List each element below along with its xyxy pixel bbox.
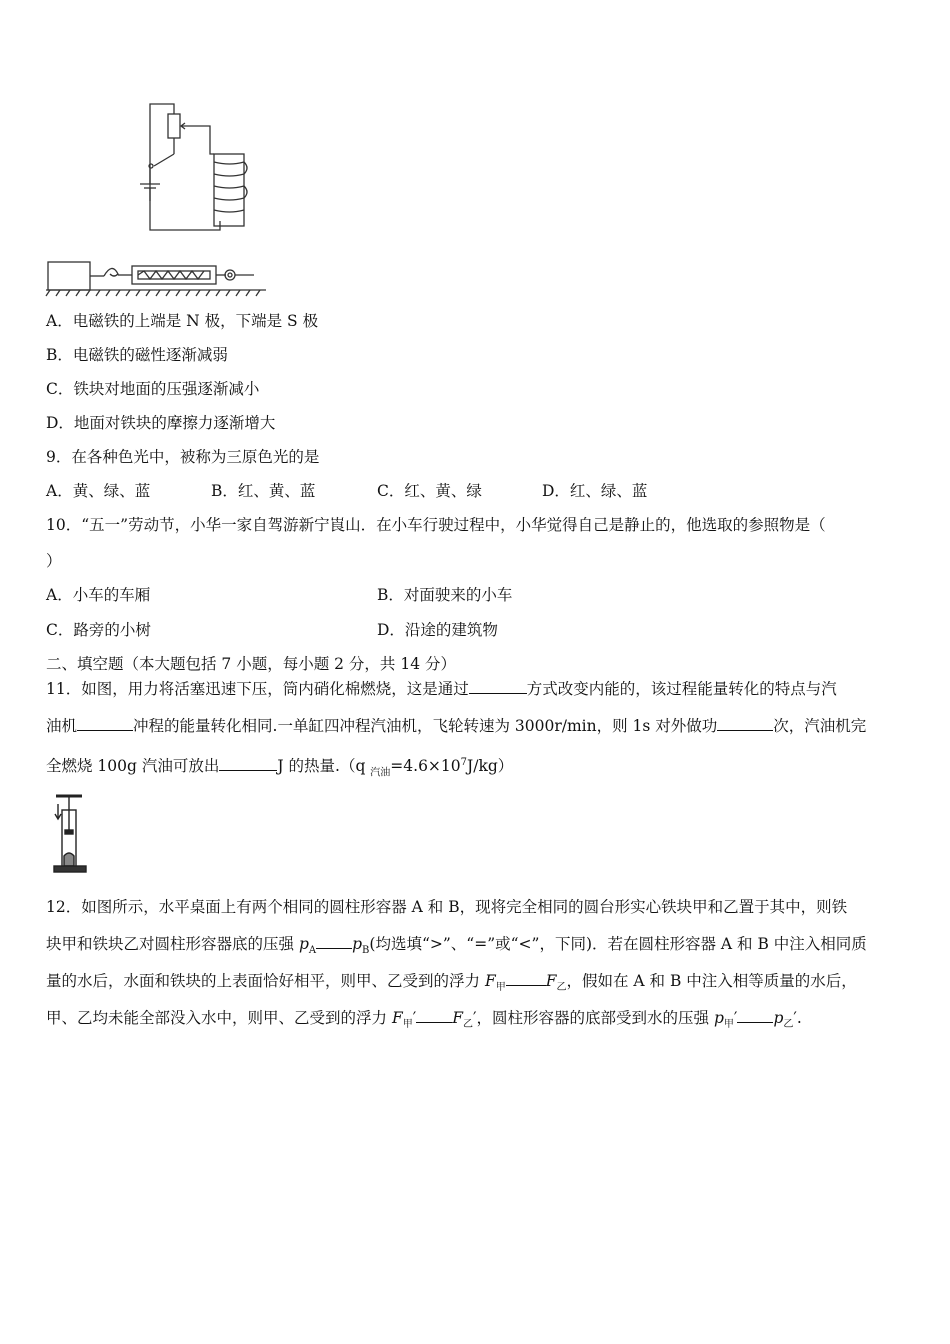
q12-sub-yi-3: 乙 <box>783 1019 794 1031</box>
q8-option-a: A．电磁铁的上端是 N 极，下端是 S 极 <box>46 312 319 330</box>
q9-stem: 9．在各种色光中，被称为三原色光的是 <box>46 448 320 466</box>
q11-text-1b: 方式改变内能的，该过程能量转化的特点与汽 <box>526 680 837 698</box>
q9-option-a: A．黄、绿、蓝 <box>46 482 151 500</box>
q11-blank-4[interactable] <box>219 770 277 771</box>
q12-sub-yi-2: 乙 <box>463 1019 473 1031</box>
q12-F-yi: F <box>545 972 557 990</box>
q12-F-yi-prime: F <box>452 1009 463 1027</box>
q10-stem: 10．“五一”劳动节，小华一家自驾游新宁崀山．在小车行驶过程中，小华觉得自己是静止的，他选取的参照物是（ <box>46 516 826 534</box>
q9-option-d: D．红、绿、蓝 <box>542 482 648 500</box>
q12-sub-B: B <box>362 945 370 957</box>
q11-text-3a: 全燃烧 100g 汽油可放出 <box>46 757 220 776</box>
q12-F-jia-prime: F <box>391 1009 403 1027</box>
q12-sub-A: A <box>308 945 317 957</box>
q12-sub-yi: 乙 <box>556 982 567 994</box>
q12-pA: p <box>298 935 309 953</box>
q12-text-3a: 量的水后，水面和铁块的上表面恰好相平，则甲、乙受到的浮力 <box>46 972 485 990</box>
q11-sub-gasoline: 汽油 <box>370 767 391 779</box>
q8-option-c: C．铁块对地面的压强逐渐减小 <box>46 380 260 398</box>
q11-text-1a: 11．如图，用力将活塞迅速下压，筒内硝化棉燃烧，这是通过 <box>46 680 469 698</box>
q12-pB: p <box>352 935 363 953</box>
q12-text-3b: ，假如在 A 和 B 中注入相等质量的水后， <box>566 972 857 990</box>
q12-end: . <box>796 1009 802 1027</box>
q12-line-3 <box>46 971 857 998</box>
q12-p-yi-prime: p <box>773 1009 784 1027</box>
q12-blank-4[interactable] <box>737 1022 773 1023</box>
q9-option-c: C．红、黄、绿 <box>377 482 482 500</box>
q12-text-4a: 甲、乙均未能全部没入水中，则甲、乙受到的浮力 <box>46 1009 392 1027</box>
q12-p-jia-prime: p <box>713 1009 724 1027</box>
q11-blank-2[interactable] <box>77 730 133 731</box>
q12-F-jia: F <box>484 972 496 990</box>
q12-sub-jia-3: 甲 <box>723 1019 734 1031</box>
q12-text-2b: (均选填“>”、“=”或“<”，下同)．若在圆柱形容器 A 和 B 中注入相同质 <box>369 935 867 953</box>
q11-blank-3[interactable] <box>717 730 773 731</box>
q11-text-2a: 油机 <box>46 717 78 735</box>
q11-line-2 <box>46 716 866 736</box>
q11-text-2b: 冲程的能量转化相同.一单缸四冲程汽油机，飞轮转速为 3000r/min，则 1s 对外做功 <box>133 717 718 735</box>
fire-piston-figure <box>50 790 96 874</box>
q9-option-b: B．红、黄、蓝 <box>211 482 316 500</box>
q12-text-4b: ，圆柱形容器的底部受到水的压强 <box>476 1009 714 1027</box>
q11-blank-1[interactable] <box>469 693 527 694</box>
q12-prime-3: ′ <box>733 1009 738 1027</box>
q10-stem-cont: ） <box>46 552 62 570</box>
q12-sub-jia-2: 甲 <box>402 1019 413 1031</box>
q10-option-a: A．小车的车厢 <box>46 586 151 604</box>
q12-blank-2[interactable] <box>506 985 546 986</box>
q12-blank-3[interactable] <box>416 1022 452 1023</box>
q12-prime-4: ′ <box>793 1009 797 1027</box>
q11-text-3d: J/kg） <box>467 757 514 776</box>
q11-line-3 <box>46 753 513 783</box>
q11-sup-7: 7 <box>460 757 468 768</box>
q11-text-3b: J 的热量.（q <box>277 757 371 776</box>
q12-text-2a: 块甲和铁块乙对圆柱形容器底的压强 <box>46 935 299 953</box>
electromagnet-circuit-figure <box>130 96 270 236</box>
q8-option-b: B．电磁铁的磁性逐渐减弱 <box>46 346 228 364</box>
q11-text-3c: =4.6×10 <box>390 757 461 776</box>
section-fill-title: 二、填空题（本大题包括 7 小题，每小题 2 分，共 14 分） <box>46 655 457 673</box>
q12-sub-jia: 甲 <box>495 982 506 994</box>
q10-option-b: B．对面驶来的小车 <box>377 586 513 604</box>
q10-option-c: C．路旁的小树 <box>46 621 151 639</box>
q12-line-4 <box>46 1008 802 1035</box>
q12-prime-2: ′ <box>473 1009 477 1027</box>
q12-blank-1[interactable] <box>316 948 352 949</box>
q12-line-2 <box>46 934 867 961</box>
spring-scale-figure <box>46 256 266 300</box>
q11-line-1 <box>46 679 837 699</box>
q11-text-2c: 次，汽油机完 <box>773 717 867 735</box>
q8-option-d: D．地面对铁块的摩擦力逐渐增大 <box>46 414 276 432</box>
q12-line-1: 12．如图所示，水平桌面上有两个相同的圆柱形容器 A 和 B，现将完全相同的圆台形实心铁块甲和乙置于其中，则铁 <box>46 898 848 916</box>
q10-option-d: D．沿途的建筑物 <box>377 621 498 639</box>
q12-prime-1: ′ <box>412 1009 417 1027</box>
